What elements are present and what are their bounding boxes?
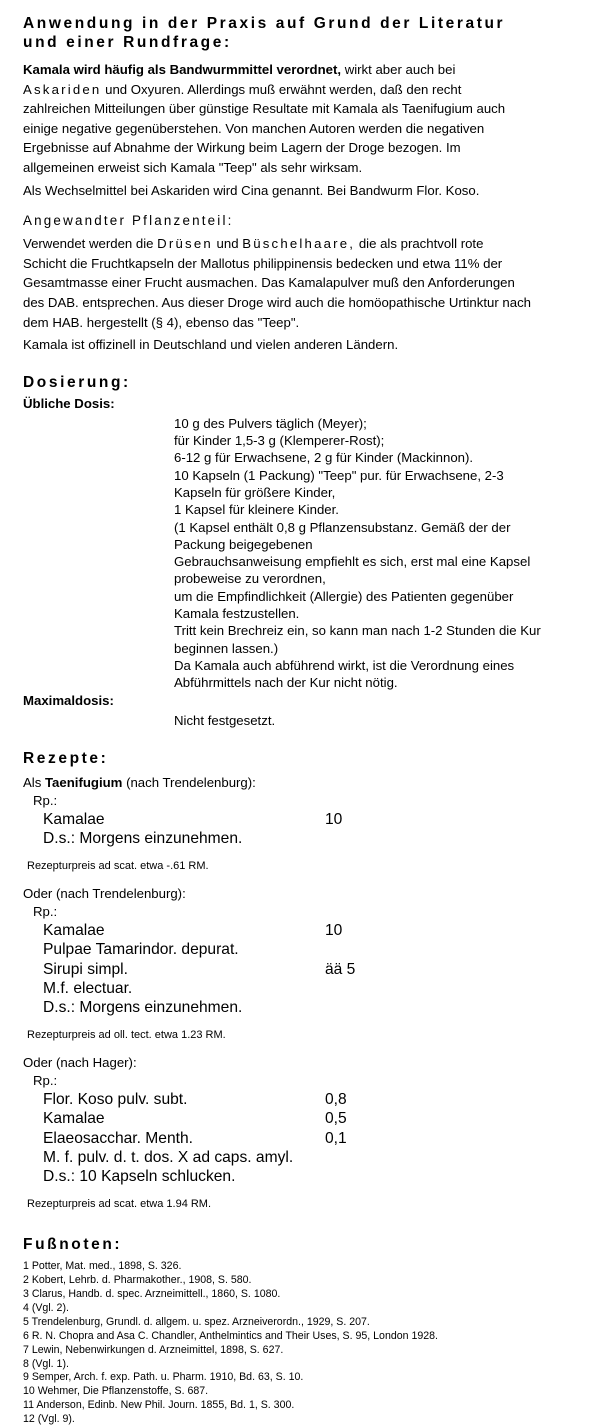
bold-phrase: Kamala wird häufig als Bandwurmmittel verordnet, (23, 62, 342, 77)
text-line: des DAB. entsprechen. Aus dieser Droge wird auch die homöopathische Urtinktur nach (23, 294, 531, 310)
usual-dose-line: beginnen lassen.) (174, 640, 279, 656)
usual-dose-line: für Kinder 1,5-3 g (Klemperer-Rost); (174, 433, 385, 449)
usual-dose-line: 10 g des Pulvers täglich (Meyer); (174, 415, 367, 431)
ingredient-name: D.s.: Morgens einzunehmen. (43, 998, 243, 1016)
usual-dose-line: (1 Kapsel enthält 0,8 g Pflanzensubstanz. Gemäß der der (174, 519, 511, 535)
usual-dose-list (174, 415, 571, 692)
footnote-item: 7 Lewin, Nebenwirkungen d. Arzneimittel, 1898, S. 627. (23, 1343, 284, 1356)
bold-term-taenifugium: Taenifugium (44, 774, 123, 790)
footnote-item: 9 Semper, Arch. f. exp. Path. u. Pharm. 1910, Bd. 63, S. 10. (23, 1371, 304, 1384)
recipe-1-price: Rezepturpreis ad scat. etwa -.61 RM. (27, 860, 209, 873)
usual-dose-line: Abführmittels nach der Kur nicht nötig. (174, 675, 398, 691)
recipe-ingredient-row (23, 979, 571, 998)
usual-dose-line: 1 Kapsel für kleinere Kinder. (174, 502, 339, 518)
usual-dose-line: Kapseln für größere Kinder, (174, 484, 336, 500)
recipe-1-rp: Rp.: (33, 792, 58, 808)
ingredient-name: D.s.: 10 Kapseln schlucken. (43, 1168, 236, 1185)
spaced-word-bueschelhaare: Büschelhaare, (242, 236, 356, 252)
usual-dose-line: Kamala festzustellen. (174, 605, 300, 621)
ingredient-name: M.f. electuar. (43, 979, 133, 997)
title-line-2: und einer Rundfrage: (23, 34, 232, 51)
recipe-3-items (23, 1090, 571, 1186)
spaced-word-druesen: Drüsen (157, 236, 213, 252)
ingredient-quantity: 0,8 (325, 1091, 347, 1109)
recipe-2-rp: Rp.: (33, 904, 58, 920)
ingredient-name: Flor. Koso pulv. subt. (43, 1091, 188, 1109)
section-title-fussnoten: Fußnoten: (23, 1236, 123, 1254)
recipe-ingredient-row (23, 960, 571, 979)
recipe-2-price: Rezepturpreis ad oll. tect. etwa 1.23 RM. (27, 1029, 226, 1042)
ingredient-name: Kamalae (43, 1110, 105, 1128)
footnote-item: 4 (Vgl. 2). (23, 1301, 69, 1314)
ingredient-name: Elaeosacchar. Menth. (43, 1129, 193, 1147)
usual-dose-line: probeweise zu verordnen, (174, 571, 326, 587)
text-line: Gesamtmasse einer Frucht ausmachen. Das Kamalapulver muß den Anforderungen (23, 275, 515, 291)
footnote-item: 5 Trendelenburg, Grundl. d. allgem. u. spez. Arzneiverordn., 1929, S. 207. (23, 1315, 370, 1328)
usual-dose-line: um die Empfindlichkeit (Allergie) des Patienten gegenüber (174, 588, 514, 604)
ingredient-name: Sirupi simpl. (43, 960, 128, 978)
text-span: und Oxyuren. Allerdings muß erwähnt werden, daß den recht (101, 81, 462, 97)
recipe-3-intro: Oder (nach Hager): (23, 1055, 137, 1071)
usual-dose-label: Übliche Dosis: (23, 395, 115, 411)
title-line-1: Anwendung in der Praxis auf Grund der Literatur (23, 15, 506, 32)
ingredient-name: Kamalae (43, 922, 105, 940)
ingredient-quantity: 0,1 (325, 1129, 347, 1147)
document-page (23, 14, 571, 1427)
recipe-ingredient-row (23, 1148, 571, 1167)
footnote-item: 6 R. N. Chopra and Asa C. Chandler, Anthelmintics and Their Uses, S. 95, London 1928. (23, 1329, 438, 1342)
ingredient-quantity: 10 (325, 810, 343, 828)
ingredient-quantity: ää 5 (325, 960, 356, 978)
recipe-ingredient-row (23, 940, 571, 959)
text-span: und (212, 236, 243, 252)
recipe-ingredient-row (23, 1090, 571, 1109)
recipe-ingredient-row (23, 1167, 571, 1186)
footnote-list (23, 1260, 571, 1427)
recipe-ingredient-row (23, 998, 571, 1017)
recipe-ingredient-row (23, 1109, 571, 1128)
text-span: wirkt aber auch bei (341, 62, 456, 77)
ingredient-name: D.s.: Morgens einzunehmen. (43, 829, 243, 847)
recipe-ingredient-row (23, 829, 571, 848)
recipe-3-price: Rezepturpreis ad scat. etwa 1.94 RM. (27, 1198, 212, 1211)
footnote-item: 2 Kobert, Lehrb. d. Pharmakother., 1908, S. 580. (23, 1274, 252, 1287)
ingredient-name: Pulpae Tamarindor. depurat. (43, 941, 239, 959)
pflanzenteil-paragraph-1 (23, 234, 571, 332)
max-dose-value: Nicht festgesetzt. (174, 713, 276, 729)
ingredient-name: Kamalae (43, 810, 105, 828)
usual-dose-line: Gebrauchsanweisung empfiehlt es sich, erst mal eine Kapsel (174, 554, 531, 570)
recipe-ingredient-row (23, 1129, 571, 1148)
ingredient-quantity: 0,5 (325, 1110, 347, 1128)
anwendung-paragraph-1 (23, 60, 571, 178)
text-line: dem HAB. hergestellt (§ 4), ebenso das "Teep". (23, 314, 300, 330)
text-line: Ergebnisse auf Abnahme der Wirkung beim Lagern der Droge bezogen. Im (23, 140, 461, 156)
section-title-rezepte: Rezepte: (23, 749, 109, 767)
footnote-item: 11 Anderson, Edinb. New Phil. Journ. 1855, Bd. 1, S. 300. (23, 1399, 295, 1412)
footnote-item: 1 Potter, Mat. med., 1898, S. 326. (23, 1260, 182, 1273)
recipe-ingredient-row (23, 921, 571, 940)
recipe-2-intro: Oder (nach Trendelenburg): (23, 886, 186, 902)
footnote-item: 12 (Vgl. 9). (23, 1413, 75, 1426)
usual-dose-line: 10 Kapseln (1 Packung) "Teep" pur. für Erwachsene, 2-3 (174, 467, 504, 483)
recipe-1-items (23, 810, 571, 848)
recipe-1-intro (23, 774, 571, 792)
text-line: einige negative gegenüberstehen. Von manchen Autoren werden die negativen (23, 120, 485, 136)
spaced-word-askariden: Askariden (23, 81, 102, 97)
ingredient-quantity: 10 (325, 922, 343, 940)
text-span: Verwendet werden die (23, 236, 158, 252)
usual-dose-line: Tritt kein Brechreiz ein, so kann man nach 1-2 Stunden die Kur (174, 623, 541, 639)
recipe-3-rp: Rp.: (33, 1073, 58, 1089)
usual-dose-line: 6-12 g für Erwachsene, 2 g für Kinder (Mackinnon). (174, 450, 474, 466)
text-span: (nach Trendelenburg): (122, 774, 256, 790)
text-line: Schicht die Fruchtkapseln der Mallotus philippinensis bedecken und etwa 11% der (23, 255, 503, 271)
text-line: allgemeinen erweist sich Kamala "Teep" als sehr wirksam. (23, 159, 363, 175)
text-span: Als (23, 774, 45, 790)
pflanzenteil-paragraph-2: Kamala ist offizinell in Deutschland und vielen anderen Ländern. (23, 337, 399, 353)
max-dose-label: Maximaldosis: (23, 693, 114, 709)
ingredient-name: M. f. pulv. d. t. dos. X ad caps. amyl. (43, 1148, 294, 1166)
usual-dose-line: Da Kamala auch abführend wirkt, ist die Verordnung eines (174, 657, 515, 673)
footnote-item: 8 (Vgl. 1). (23, 1357, 69, 1370)
text-span: die als prachtvoll rote (355, 236, 484, 252)
usual-dose-line: Packung beigegebenen (174, 536, 313, 552)
footnote-item: 10 Wehmer, Die Pflanzenstoffe, S. 687. (23, 1385, 209, 1398)
footnote-item: 3 Clarus, Handb. d. spec. Arzneimittell., 1860, S. 1080. (23, 1288, 281, 1301)
recipe-ingredient-row (23, 810, 571, 829)
anwendung-paragraph-2: Als Wechselmittel bei Askariden wird Cina genannt. Bei Bandwurm Flor. Koso. (23, 182, 480, 198)
section-title-dosierung: Dosierung: (23, 373, 131, 391)
text-line: zahlreichen Mitteilungen über günstige Resultate mit Kamala als Taenifugium auch (23, 101, 506, 117)
section-title-anwendung (23, 14, 571, 52)
recipe-2-items (23, 921, 571, 1017)
section-title-pflanzenteil: Angewandter Pflanzenteil: (23, 213, 234, 229)
